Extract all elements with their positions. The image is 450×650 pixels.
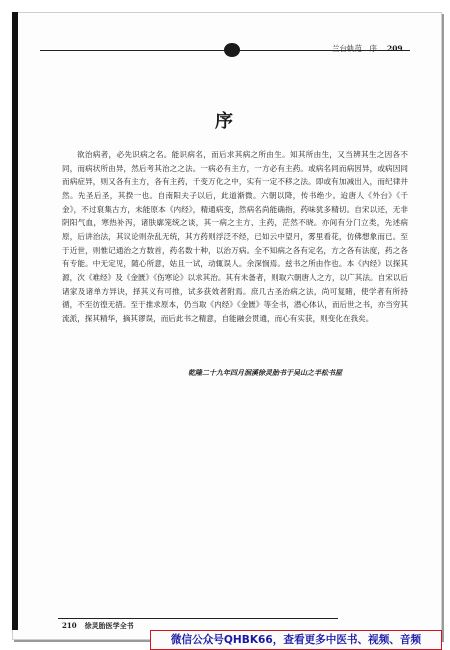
footer-series-title: 徐灵胎医学全书 bbox=[84, 621, 134, 630]
running-title: 兰台轨范 序 bbox=[332, 44, 377, 53]
header-ornament-icon bbox=[224, 43, 240, 57]
footer-page-number: 210 bbox=[62, 621, 77, 630]
preface-body-text: 欲治病者，必先识病之名。能识病名，而后求其病之所由生。知其所由生，又当辨其生之因各不同，而病状所由异，然后考其治之之法。一病必有主方，一方必有主药。或病名同而病因异，或病因同而病症异，则又各有主方，各有主药，千变万化之中，实有一定不移之法。即或有加减出入，而纪律井然。先圣后圣，其揆一也。自南阳夫子以后，此道渐微。六朝以降，传书绝少。迨唐人《外台》《千金》，不过裒集古方，未能原本《内经》，精通病变，然病名尚能确指，药味犹多精切。自宋以还，无非阴阳气血，寒热补泻，诸肤廓笼统之谈，其一病之主方、主药，茫然不晓。亦间有分门立类，先述病原，后讲治法，其议论则杂乱无统，其方药则浮泛不经，已如云中望月，雾里看花，仿佛想象而已。至于近世，则惟记通治之方数首，药名数十种，以治万病。全不知病之各有定名，方之各有法度，药之各有专能。中无定见，随心所意，姑且一试，动辄误人。余深悯焉。兹书之所由作也。本《内经》以探其源，次《难经》及《金匮》《伤寒论》以求其治。其有未备者，则取六朝唐人之方，以广其法。自宋以后诸家及诸单方异诀，择其义有可推，试多获效者附焉。庶几古圣治病之法，尚可复睹，使学者有所持循，不至彷徨无措。至于推求原本，仍当取《内经》《金匮》等全书，潜心体认，而后世之书，亦当穷其流派，探其精华，摘其谬误，而后此书之精意，自能融会贯通，而心有实获，则变化在我矣。 bbox=[62, 150, 408, 323]
running-footer bbox=[62, 621, 134, 631]
footer-rule bbox=[58, 618, 338, 619]
author-signature-line: 乾隆二十九年四月洄溪徐灵胎书于吴山之半松书屋 bbox=[188, 369, 342, 377]
book-spine-edge bbox=[12, 12, 18, 630]
running-header bbox=[332, 43, 403, 54]
watermark-banner: 微信公众号QHBK66，查看更多中医书、视频、音频 bbox=[150, 630, 442, 650]
section-title: 序 bbox=[215, 111, 235, 132]
header-page-number: 209 bbox=[387, 44, 403, 53]
